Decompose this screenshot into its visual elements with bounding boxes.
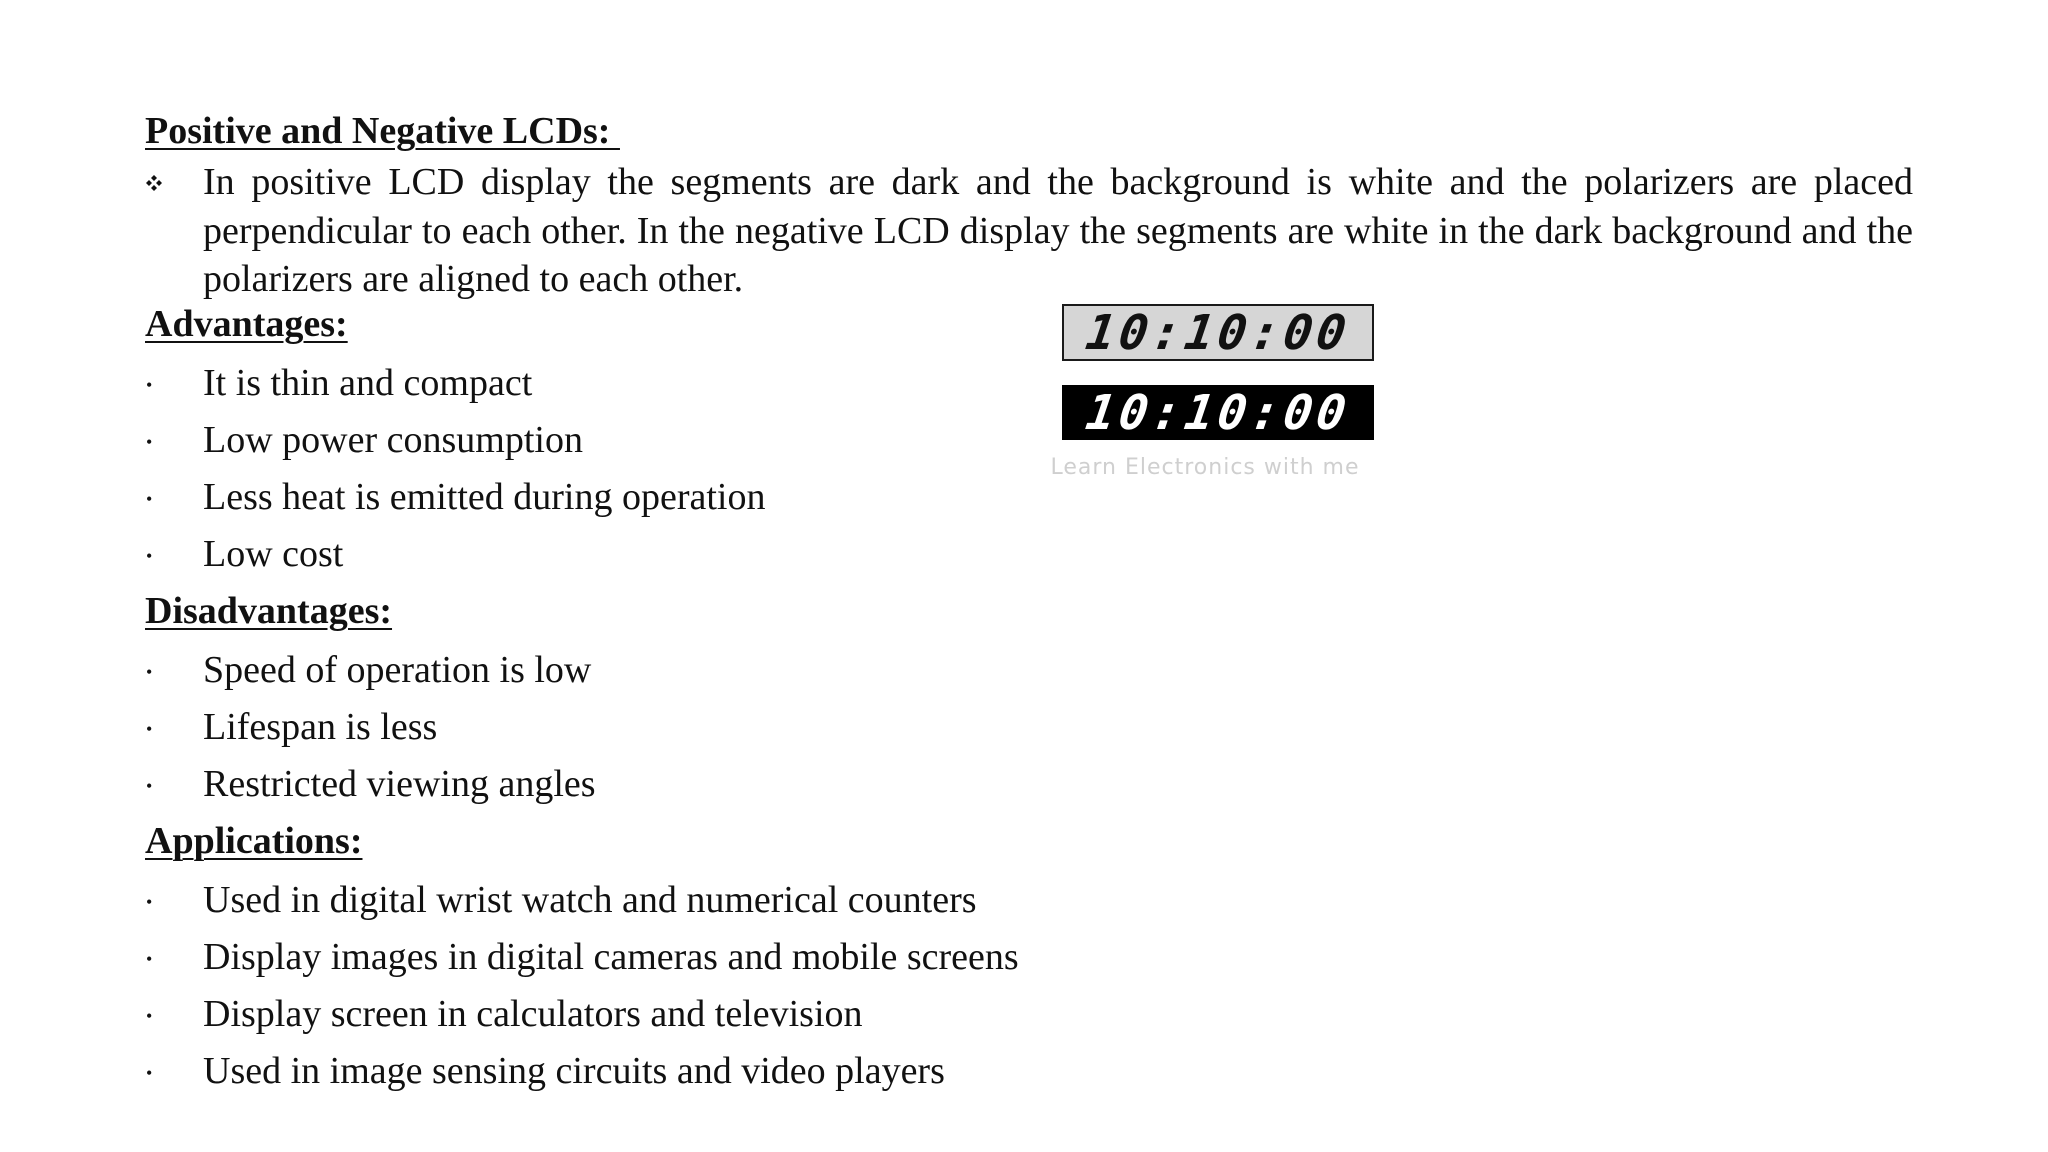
bullet-dot: •	[146, 719, 153, 739]
advantage-item: Low cost	[203, 533, 344, 575]
watermark-text: Learn Electronics with me	[1050, 455, 1360, 480]
heading-disadvantages: Disadvantages:	[145, 590, 393, 632]
bullet-dot: •	[146, 489, 153, 509]
lcd-description-paragraph: In positive LCD display the segments are dark and the background is white and the polarizers are placed perpendicular to each other. In the negative LCD display the segments are white in the dark background and the polarizers are aligned to each other.	[203, 161, 1913, 300]
bullet-dot: •	[146, 949, 153, 969]
bullet-dot: •	[146, 432, 153, 452]
heading-applications: Applications:	[145, 820, 363, 862]
heading-advantages: Advantages:	[145, 303, 348, 345]
disadvantage-item: Speed of operation is low	[203, 649, 592, 691]
negative-lcd-display	[1062, 385, 1374, 440]
disadvantage-item: Lifespan is less	[203, 706, 438, 748]
negative-lcd-digits: 10:10:00	[1082, 384, 1354, 441]
application-item: Display screen in calculators and television	[203, 993, 863, 1035]
application-item: Used in image sensing circuits and video players	[203, 1050, 945, 1092]
advantage-item: It is thin and compact	[203, 362, 533, 404]
bullet-dot: •	[146, 1006, 153, 1026]
application-item: Used in digital wrist watch and numerical counters	[203, 879, 977, 921]
bullet-dot: •	[146, 375, 153, 395]
diamond-bullet-icon	[146, 175, 162, 191]
positive-lcd-display	[1062, 304, 1374, 361]
advantage-item: Low power consumption	[203, 419, 583, 461]
advantage-item: Less heat is emitted during operation	[203, 476, 766, 518]
disadvantage-item: Restricted viewing angles	[203, 763, 596, 805]
bullet-dot: •	[146, 546, 153, 566]
heading-positive-negative: Positive and Negative LCDs:	[145, 110, 620, 152]
bullet-dot: •	[146, 662, 153, 682]
bullet-dot: •	[146, 1063, 153, 1083]
bullet-dot: •	[146, 892, 153, 912]
positive-lcd-digits: 10:10:00	[1082, 304, 1354, 361]
application-item: Display images in digital cameras and mobile screens	[203, 936, 1019, 978]
bullet-dot: •	[146, 776, 153, 796]
